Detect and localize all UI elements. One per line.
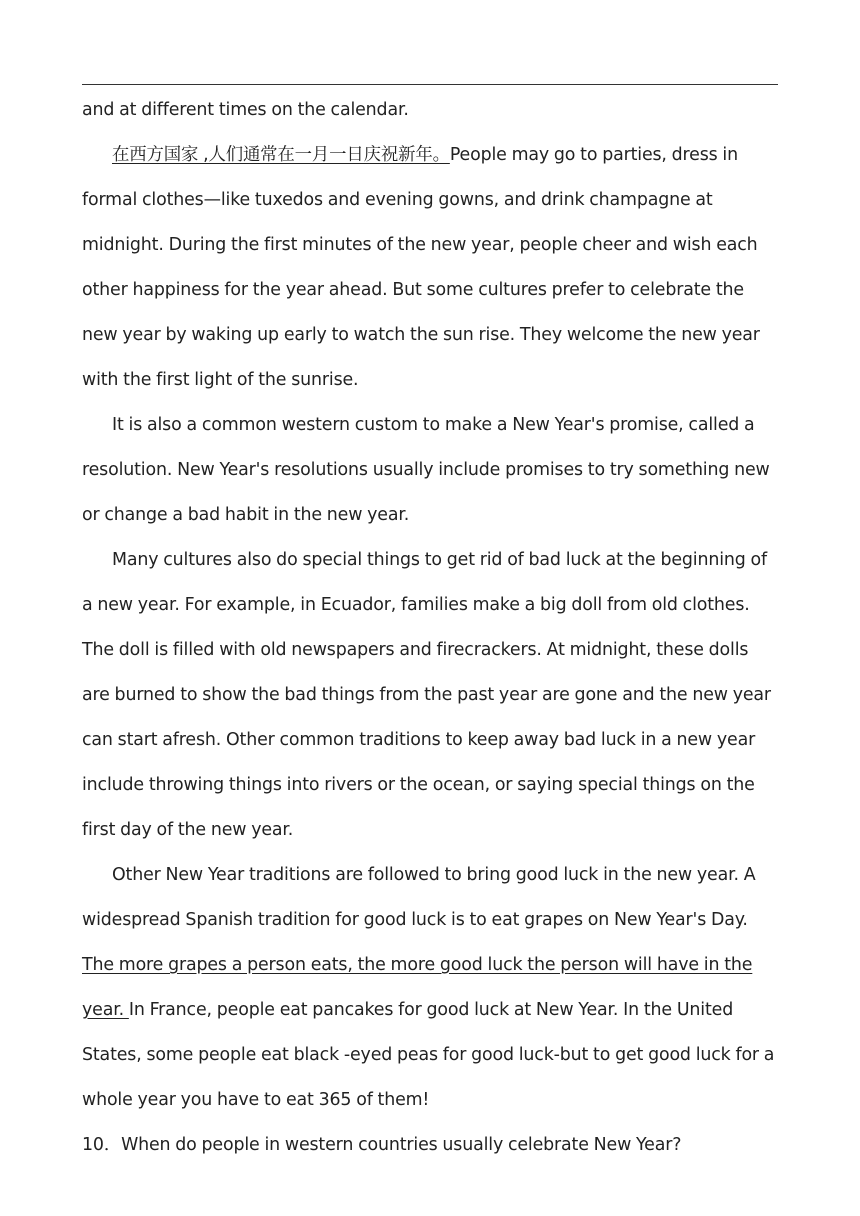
passage-text <box>82 88 778 1168</box>
question-10 <box>82 1123 778 1168</box>
paragraph-good-luck <box>82 853 778 1123</box>
paragraph-text: People may go to parties, dress in formal clothes—like tuxedos and evening gowns, and drink champagne at midnight. During the first minutes of the new year, people cheer and wish each other happiness for the year ahead. But some cultures prefer to celebrate the new year by waking up early to watch the sun rise. They welcome the new year with the first light of the sunrise. <box>82 145 760 390</box>
paragraph-continuation <box>82 88 778 133</box>
paragraph-text: Other New Year traditions are followed to bring good luck in the new year. A widespread Spanish tradition for good luck is to eat grapes on New Year's Day. <box>82 865 756 930</box>
underlined-sentence: The more grapes a person eats, the more good luck the person will have in the year. <box>82 955 753 1020</box>
paragraph-text: Many cultures also do special things to get rid of bad luck at the beginning of a new year. For example, in Ecuador, families make a big doll from old clothes. The doll is filled with old newspapers and firecrackers. At midnight, these dolls are burned to show the bad things from the past year are gone and the new year can start afresh. Other common traditions to keep away bad luck in a new year include throwing things into rivers or the ocean, or saying special things on the first day of the new year. <box>82 550 771 840</box>
paragraph-resolutions <box>82 403 778 538</box>
header-rule <box>82 84 778 85</box>
paragraph-text: In France, people eat pancakes for good luck at New Year. In the United States, some people eat black -eyed peas for good luck-but to get good luck for a whole year you have to eat 365 of them! <box>82 1000 775 1110</box>
paragraph-text: It is also a common western custom to make a New Year's promise, called a resolution. New Year's resolutions usually include promises to try something new or change a bad habit in the new year. <box>82 415 770 525</box>
paragraph-text: and at different times on the calendar. <box>82 100 409 120</box>
question-text: 10．When do people in western countries usually celebrate New Year? <box>82 1135 682 1155</box>
paragraph-new-year-west <box>82 133 778 403</box>
underlined-chinese-sentence: 在西方国家 ,人们通常在一月一日庆祝新年。 <box>112 145 450 165</box>
paragraph-bad-luck <box>82 538 778 853</box>
